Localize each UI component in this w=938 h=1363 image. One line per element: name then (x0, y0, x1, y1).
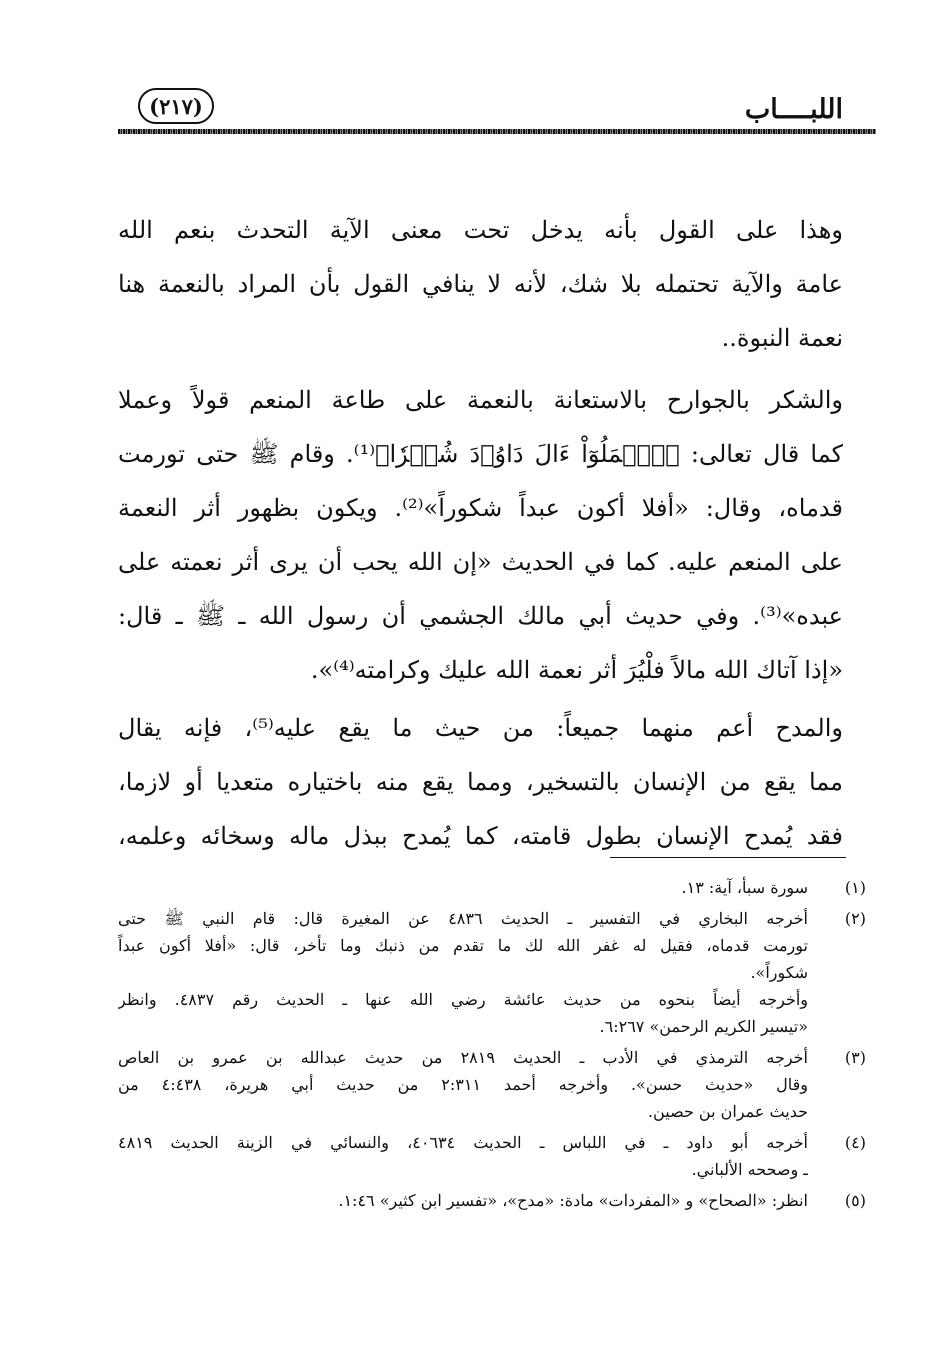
footnote-1 (118, 874, 866, 901)
footnote-number: (٥) (844, 1191, 866, 1210)
footnote-4 (118, 1129, 866, 1183)
footnote-separator (610, 857, 846, 858)
text-line: كما قال تعالى: ﴿ٱعۡمَلُوٓاْ ءَالَ دَاوُۥدَ شُكۡرٗا﴾⁽¹⁾. وقام ﷺ حتى تورمت (118, 440, 843, 468)
paragraph-gap (118, 365, 843, 373)
footnote-line: سورة سبأ، آية: ١٣. (681, 878, 808, 897)
footnote-line: تورمت قدماه، فقيل له غفر الله لك ما تقدم من ذنبك وما تأخر، قال: «أفلا أكون عبداً (118, 936, 808, 955)
text-line: «إذا آتاك الله مالاً فلْيُرَ أثر نعمة الله عليك وكرامته⁽⁴⁾». (310, 656, 843, 684)
footnote-line: «تيسير الكريم الرحمن» ٦:٢٦٧. (599, 1017, 808, 1036)
header-rule (118, 129, 876, 134)
text-line: عامة والآية تحتمله بلا شك، لأنه لا ينافي القول بأن المراد بالنعمة هنا (118, 270, 843, 298)
text-line: نعمة النبوة.. (721, 324, 843, 352)
footnote-number: (٣) (844, 1048, 866, 1067)
footnote-line: أخرجه البخاري في التفسير ـ الحديث ٤٨٣٦ عن المغيرة قال: قام النبي ﷺ حتى (118, 909, 808, 928)
footnote-line: انظر: «الصحاح» و «المفردات» مادة: «مدح»، «تفسير ابن كثير» ١:٤٦. (338, 1191, 808, 1210)
footnote-line: وقال «حديث حسن». وأخرجه أحمد ٢:٣١١ من حديث أبي هريرة، ٤:٤٣٨ من (118, 1075, 808, 1094)
footnotes (118, 874, 866, 1218)
footnote-5 (118, 1187, 866, 1214)
text-line: قدماه، وقال: «أفلا أكون عبداً شكوراً»⁽²⁾. ويكون بظهور أثر النعمة (118, 494, 843, 522)
footnote-line: ـ وصححه الألباني. (691, 1160, 808, 1179)
footnote-3 (118, 1044, 866, 1125)
book-title: اللبــــاب (744, 94, 843, 125)
text-line: عبده»⁽³⁾. وفي حديث أبي مالك الجشمي أن رسول الله ـ ﷺ ـ قال: (118, 602, 843, 630)
text-line: مما يقع من الإنسان بالتسخير، ومما يقع منه باختياره متعديا أو لازما، (118, 768, 843, 796)
footnote-line: أخرجه الترمذي في الأدب ـ الحديث ٢٨١٩ من حديث عبدالله بن عمرو بن العاص (118, 1048, 808, 1067)
text-line: وهذا على القول بأنه يدخل تحت معنى الآية التحدث بنعم الله (118, 216, 843, 244)
footnote-line: أخرجه أبو داود ـ في اللباس ـ الحديث ٤٠٦٣٤، والنسائي في الزينة الحديث ٤٨١٩ (118, 1133, 808, 1152)
text-line: فقد يُمدح الإنسان بطول قامته، كما يُمدح ببذل ماله وسخائه وعلمه، (118, 822, 843, 850)
text-line: والمدح أعم منهما جميعاً: من حيث ما يقع عليه⁽⁵⁾، فإنه يقال (118, 714, 843, 742)
footnote-number: (١) (844, 878, 866, 897)
footnote-2 (118, 905, 866, 1040)
main-text (118, 203, 843, 863)
footnote-number: (٤) (844, 1133, 866, 1152)
footnote-line: شكوراً». (750, 963, 808, 982)
page-header (118, 82, 843, 134)
footnote-line: وأخرجه أيضاً بنحوه من حديث عائشة رضي الله عنها ـ الحديث رقم ٤٨٣٧. وانظر (118, 990, 808, 1009)
page-number: (٢١٧) (138, 88, 214, 124)
text-line: على المنعم عليه. كما في الحديث «إن الله يحب أن يرى أثر نعمته على (118, 548, 843, 576)
footnote-number: (٢) (844, 909, 866, 928)
footnote-line: حديث عمران بن حصين. (647, 1102, 808, 1121)
text-line: والشكر بالجوارح بالاستعانة بالنعمة على طاعة المنعم قولاً وعملا (118, 386, 843, 414)
